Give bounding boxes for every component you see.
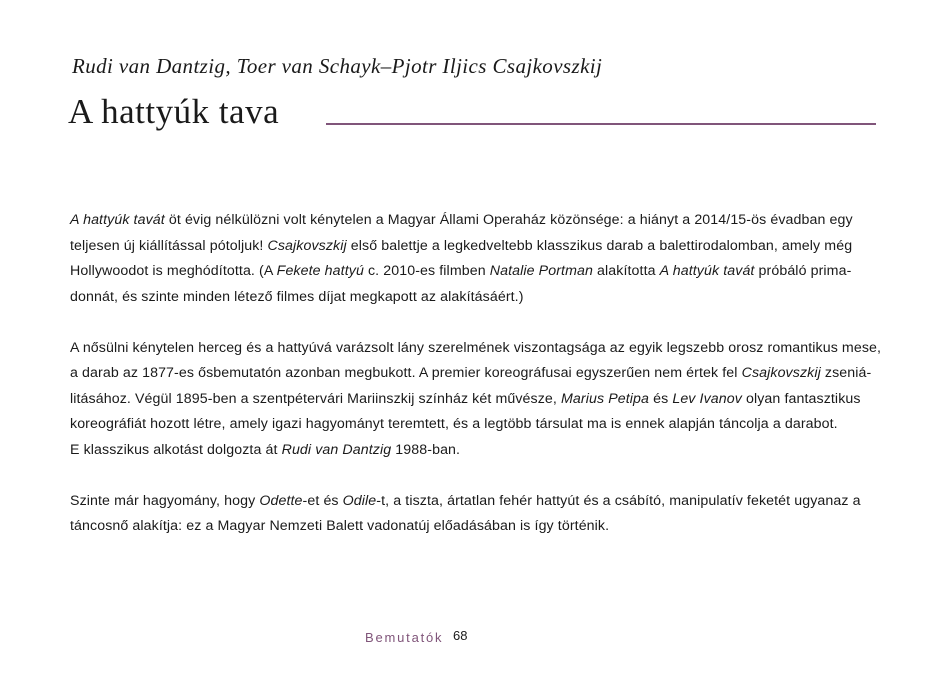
text-run: 1988-ban. xyxy=(391,441,461,458)
italic-run: Fekete hattyú xyxy=(276,263,364,279)
text-run: donnát, és szinte minden létező filmes díjat megkapott az alakításáért.) xyxy=(70,288,524,305)
title-row xyxy=(68,92,876,132)
article-body xyxy=(70,208,882,565)
text-run: E klasszikus alkotást dolgozta át xyxy=(70,441,282,458)
text-run: öt évig nélkülözni volt kénytelen a Magyar Állami Operaház közönsége: a hiányt a 2014/15-ös évadban egy xyxy=(164,212,853,228)
paragraph xyxy=(70,208,875,310)
italic-run: A hattyúk tavát xyxy=(70,212,165,228)
text-line xyxy=(70,489,875,515)
page-footer xyxy=(0,628,945,648)
paragraph xyxy=(70,336,882,464)
italic-run: Marius Petipa xyxy=(561,390,650,407)
text-run: próbáló prima- xyxy=(754,263,852,279)
italic-run: Csajkovszkij xyxy=(741,365,821,381)
italic-run: Rudi van Dantzig xyxy=(281,441,392,458)
italic-run: Natalie Portman xyxy=(489,263,593,279)
text-line xyxy=(70,438,875,464)
text-run: olyan fantasztikus xyxy=(741,390,861,407)
page-subtitle: Rudi van Dantzig, Toer van Schayk–Pjotr Iljics Csajkovszkij xyxy=(72,54,603,78)
text-line xyxy=(70,412,875,438)
text-run: zseniá- xyxy=(820,365,872,381)
page-title: A hattyúk tava xyxy=(68,92,280,131)
text-run: első balettje a legkedveltebb klasszikus darab a balettirodalomban, amely még xyxy=(346,237,853,254)
text-line xyxy=(70,336,882,362)
text-run: litásához. Végül 1895-ben a szentpétervári Mariinszkij színház két művésze, xyxy=(70,390,561,407)
text-line xyxy=(70,387,875,413)
text-line xyxy=(70,285,875,311)
text-line xyxy=(70,361,875,387)
text-run: -et és xyxy=(302,492,343,509)
text-run: alakította xyxy=(592,263,660,279)
text-run: c. 2010-es filmben xyxy=(363,263,490,279)
text-run: a darab az 1877-es ősbemutatón azonban megbukott. A premier koreográfusai egyszerűen nem értek fel xyxy=(70,365,742,381)
text-run: koreográfiát hozott létre, amely igazi hagyományt teremtett, és a legtöbb társulat ma is ennek alapján táncolja a darabot. xyxy=(70,416,838,432)
paragraph xyxy=(70,489,875,540)
text-run: Hollywoodot is meghódította. (A xyxy=(70,263,277,279)
title-underline-rule xyxy=(326,123,876,125)
italic-run: Csajkovszkij xyxy=(267,237,347,254)
italic-run: Odette xyxy=(259,492,303,509)
text-run: -t, a tiszta, ártatlan fehér hattyút és a csábító, manipulatív feketét ugyanaz a xyxy=(376,492,861,509)
italic-run: Lev Ivanov xyxy=(672,390,742,407)
text-run: A nősülni kénytelen herceg és a hattyúvá varázsolt lány szerelmének viszontagsága az egyik legszebb orosz romantikus mese, xyxy=(70,339,882,356)
text-line xyxy=(70,259,875,285)
text-line xyxy=(70,208,875,234)
footer-section-label: Bemutatók xyxy=(365,630,444,645)
text-run: táncosnő alakítja: ez a Magyar Nemzeti Balett vadonatúj előadásában is így történik. xyxy=(70,518,610,534)
text-line xyxy=(70,514,875,540)
text-run: Szinte már hagyomány, hogy xyxy=(70,492,260,509)
italic-run: A hattyúk tavát xyxy=(659,263,755,279)
text-run: teljesen új kiállítással pótoljuk! xyxy=(70,237,268,254)
text-line xyxy=(70,234,875,260)
page-number: 68 xyxy=(453,628,468,643)
italic-run: Odile xyxy=(342,492,377,509)
text-run: és xyxy=(649,390,673,407)
